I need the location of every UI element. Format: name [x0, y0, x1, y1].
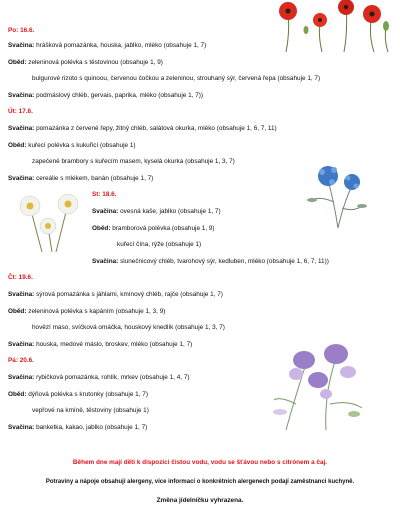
meal-label: Svačina:	[92, 258, 119, 265]
meal-text: kuřecí čína, rýže (obsahuje 1)	[117, 241, 202, 248]
meal-text: hovězí maso, svíčková omáčka, houskový knedlík (obsahuje 1, 3, 7)	[32, 324, 225, 331]
meal-text: zeleninová polévka s těstovinou (obsahuje 1, 9)	[28, 59, 163, 66]
day-heading-wednesday: St: 18.6.	[92, 191, 117, 198]
menu-row	[8, 141, 136, 150]
poppy-flowers-icon	[268, 0, 398, 52]
day-heading-monday: Po: 16.6.	[8, 27, 35, 34]
meal-text: zapečené brambory s kuřecím masem, kyselá okurka (obsahuje 1, 3, 7)	[32, 158, 235, 165]
meal-text: cereálie s mlékem, banán (obsahuje 1, 7)	[36, 175, 154, 182]
menu-row	[92, 224, 215, 233]
menu-row	[8, 124, 277, 133]
meal-text: kuřecí polévka s kukuřicí (obsahuje 1)	[28, 142, 136, 149]
meal-text: pomazánka z červené řepy, žitný chléb, salátová okurka, mléko (obsahuje 1, 6, 7, 11)	[36, 125, 277, 132]
menu-row	[92, 257, 329, 266]
meal-label: Svačina:	[8, 125, 35, 132]
menu-row	[8, 41, 206, 50]
meal-text: rybičková pomazánka, rohlík, mrkev (obsahuje 1, 4, 7)	[36, 374, 190, 381]
meal-text: sýrová pomazánka s jáhlami, kmínový chléb, rajče (obsahuje 1, 7)	[36, 291, 223, 298]
menu-row	[8, 58, 163, 67]
meal-text: banketka, kakao, jablko (obsahuje 1, 7)	[36, 424, 148, 431]
cornflower-icon	[298, 142, 372, 230]
menu-row	[117, 240, 201, 249]
meal-text: podmáslový chléb, gervais, paprika, mléko (obsahuje 1, 7))	[36, 92, 204, 99]
water-note: Během dne mají děti k dispozici čistou vodu, vodu se šťávou nebo s citrónem a čaj.	[72, 459, 328, 466]
menu-row	[8, 91, 203, 100]
meal-label: Svačina:	[8, 92, 35, 99]
menu-row	[92, 207, 221, 216]
day-heading-friday: Pá: 20.6.	[8, 357, 34, 364]
menu-row	[8, 340, 192, 349]
meal-label: Svačina:	[92, 208, 119, 215]
menu-row	[32, 323, 225, 332]
menu-row	[8, 290, 223, 299]
menu-row	[8, 373, 190, 382]
menu-row	[8, 423, 147, 432]
menu-row	[32, 74, 320, 83]
meal-text: ovesná kaše, jablko (obsahuje 1, 7)	[120, 208, 221, 215]
menu-row	[32, 157, 235, 166]
meal-label: Svačina:	[8, 374, 35, 381]
meal-label: Svačina:	[8, 175, 35, 182]
meal-label: Oběd:	[8, 59, 27, 66]
meal-label: Svačina:	[8, 341, 35, 348]
meal-label: Svačina:	[8, 291, 35, 298]
meal-text: vepřové na kmíně, těstoviny (obsahuje 1)	[32, 407, 149, 414]
meal-label: Oběd:	[8, 308, 27, 315]
menu-row	[8, 174, 153, 183]
allergen-note: Potraviny a nápoje obsahují alergeny, více informací o konkrétních alergenech podají zaměstnanci kuchyně.	[45, 479, 355, 485]
meal-text: houska, medové máslo, broskev, mléko (obsahuje 1, 7)	[36, 341, 193, 348]
meal-text: slunečnicový chléb, tvarohový sýr, kedluben, mléko (obsahuje 1, 6, 7, 11))	[120, 258, 329, 265]
menu-change-note: Změna jídelníčku vyhrazena.	[156, 497, 244, 504]
meal-label: Svačina:	[8, 424, 35, 431]
meal-text: zeleninová polévka s kapáním (obsahuje 1, 3, 9)	[28, 308, 166, 315]
meal-label: Oběd:	[92, 225, 111, 232]
meal-text: dýňová polévka s krutonky (obsahuje 1, 7)	[28, 391, 148, 398]
meal-text: hrášková pomazánka, houska, jablko, mléko (obsahuje 1, 7)	[36, 42, 207, 49]
day-heading-thursday: Čt: 19.6.	[8, 274, 33, 281]
meal-label: Svačina:	[8, 42, 35, 49]
menu-row	[8, 390, 148, 399]
daisy-flowers-icon	[12, 186, 90, 252]
meal-text: bulgurové rizoto s quinoou, červenou čočkou a zeleninou, strouhaný sýr, červená řepa (obsahuje 1, 7)	[32, 75, 321, 82]
meal-text: bramborová polévka (obsahuje 1, 9)	[112, 225, 215, 232]
meal-label: Oběd:	[8, 142, 27, 149]
menu-row	[8, 307, 165, 316]
sweet-pea-flowers-icon	[266, 334, 370, 434]
meal-label: Oběd:	[8, 391, 27, 398]
menu-row	[32, 406, 149, 415]
day-heading-tuesday: Út: 17.6.	[8, 108, 33, 115]
